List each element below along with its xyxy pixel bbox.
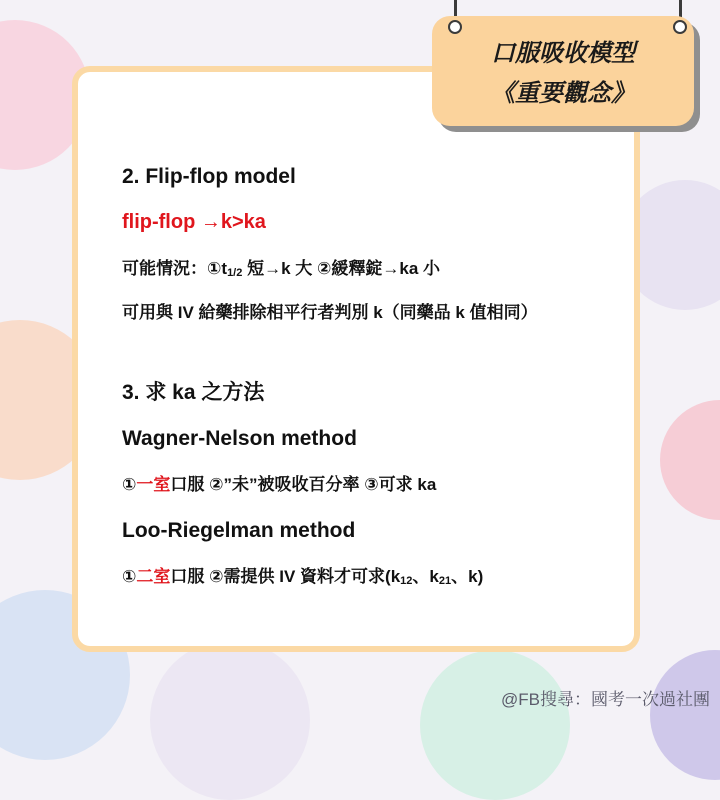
- k12-subscript: 12: [400, 575, 413, 587]
- sign-subtitle: 《重要觀念》: [491, 80, 635, 107]
- sign-pin-left: [448, 20, 462, 34]
- loo-item-rest-1: 口服 ②需提供 IV 資料才可求(k: [170, 567, 401, 586]
- background-circle: [420, 650, 570, 800]
- background-circle: [660, 400, 720, 520]
- wagner-item-rest: 口服 ②”未”被吸收百分率 ③可求 ka: [170, 475, 437, 494]
- k21-subscript: 21: [438, 575, 452, 587]
- background-circle: [650, 650, 720, 780]
- possible-situations-rest: 短→k 大 ②緩釋錠→ka 小: [242, 259, 441, 278]
- loo-item-highlight: 二室: [136, 567, 171, 586]
- sign-pin-right: [673, 20, 687, 34]
- loo-item-prefix: ①: [122, 567, 137, 586]
- content-card: [72, 66, 640, 652]
- loo-item-rest-2: 、k: [412, 567, 439, 586]
- wagner-nelson-item: [122, 476, 436, 493]
- background-circle: [150, 640, 310, 800]
- footer-credit: @FB搜尋：國考一次過社團: [501, 690, 710, 709]
- title-sign: [432, 16, 694, 126]
- flipflop-highlight: flip-flop →k>ka: [122, 211, 266, 233]
- loo-item-rest-3: 、k): [451, 567, 484, 586]
- possible-situations-prefix: 可能情況：①t: [122, 259, 228, 278]
- loo-riegelman-item: [122, 568, 483, 587]
- sign-title: 口服吸收模型: [491, 40, 635, 67]
- ka-method-heading: 3. 求 ka 之方法: [122, 381, 265, 404]
- wagner-item-prefix: ①: [122, 475, 137, 494]
- t-half-subscript: 1/2: [227, 267, 243, 279]
- iv-note: 可用與 IV 給藥排除相平行者判別 k（同藥品 k 值相同）: [122, 303, 538, 322]
- possible-situations: [122, 260, 440, 279]
- loo-riegelman-title: Loo-Riegelman method: [122, 519, 356, 542]
- wagner-item-highlight: 一室: [136, 475, 171, 494]
- flipflop-heading: 2. Flip-flop model: [122, 165, 296, 188]
- wagner-nelson-title: Wagner-Nelson method: [122, 427, 357, 450]
